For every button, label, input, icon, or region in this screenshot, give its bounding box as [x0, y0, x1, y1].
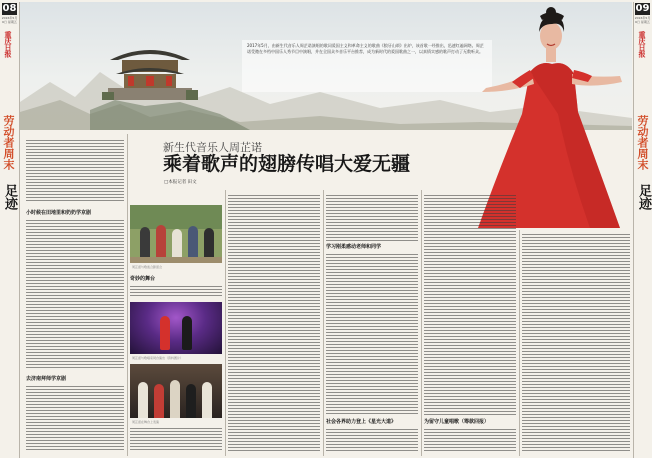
left-section-title: 劳动者周末	[2, 115, 15, 170]
column-rule-1	[127, 134, 128, 456]
pavilion-image	[102, 38, 198, 100]
subhead-5: 社会各界助力登上《星光大道》	[326, 419, 397, 425]
left-date-line: 2016年5月6日 星期五	[1, 16, 18, 24]
column-rule-5	[519, 230, 520, 456]
body-column-5-a	[424, 195, 516, 415]
body-column-1-top	[26, 140, 124, 202]
intro-text: 2017年5月，由新生代音乐人周芷诺演唱的歌词爱国主义和革命主义的歌曲《狼牙山颂》出炉，该首歌一经推出，迅速红遍网络。周芷诺受邀在多档中国乐人秀节目中演唱，并在全国众多音乐平台推荐，成为新时代的爱国歌曲之一，以真情实感的歌声打动了无数听众。	[247, 43, 484, 55]
body-column-2-b	[130, 428, 222, 452]
headline: 乘着歌声的翅膀传唱大爱无疆	[163, 153, 411, 175]
headline-kicker: 新生代音乐人周芷诺	[163, 141, 262, 154]
column-rule-2	[225, 190, 226, 456]
right-page-number: 09	[635, 3, 650, 14]
right-masthead: 重庆日报	[638, 31, 647, 57]
body-column-1-bottom	[26, 386, 124, 452]
right-date-line: 2016年5月6日 星期五	[634, 16, 651, 24]
body-column-4-a	[326, 195, 418, 241]
left-page-number: 08	[2, 3, 17, 14]
subhead-6: 为留守儿童唱歌（筹款回报）	[424, 419, 490, 425]
photo-performers	[130, 364, 222, 418]
left-section-name: 足迹	[2, 184, 17, 210]
body-column-2-a	[130, 286, 222, 298]
subhead-2: 去济南拜师学京剧	[26, 376, 67, 382]
right-section-title: 劳动者周末	[636, 115, 649, 170]
caption-2: 周芷诺与歌唱家同台演出（资料图片）	[132, 356, 184, 360]
body-column-4-c	[326, 429, 418, 452]
subhead-1: 小时候在田地里和奶奶学京剧	[26, 210, 92, 216]
column-rule-4	[421, 190, 422, 456]
photo-stage	[130, 302, 222, 354]
right-section-name: 足迹	[636, 184, 651, 210]
caption-1: 周芷诺与歌迷合影留念	[132, 265, 163, 269]
intro-text-box	[242, 40, 492, 92]
photo-group	[130, 205, 222, 263]
body-column-5-b	[424, 429, 516, 452]
right-edge-rule	[633, 2, 634, 458]
body-column-3	[228, 195, 320, 452]
subhead-3: 奇妙的舞台	[130, 276, 156, 282]
caption-3: 周芷诺在舞台上表演	[132, 420, 160, 424]
column-rule-3	[323, 190, 324, 456]
body-column-1-mid	[26, 220, 124, 370]
body-column-4-b	[326, 254, 418, 414]
body-column-6	[522, 234, 630, 452]
subhead-4: 学习刚柔感动老师和同学	[326, 244, 382, 250]
left-masthead: 重庆日报	[4, 31, 13, 57]
byline: □本报记者 田文	[164, 180, 197, 185]
